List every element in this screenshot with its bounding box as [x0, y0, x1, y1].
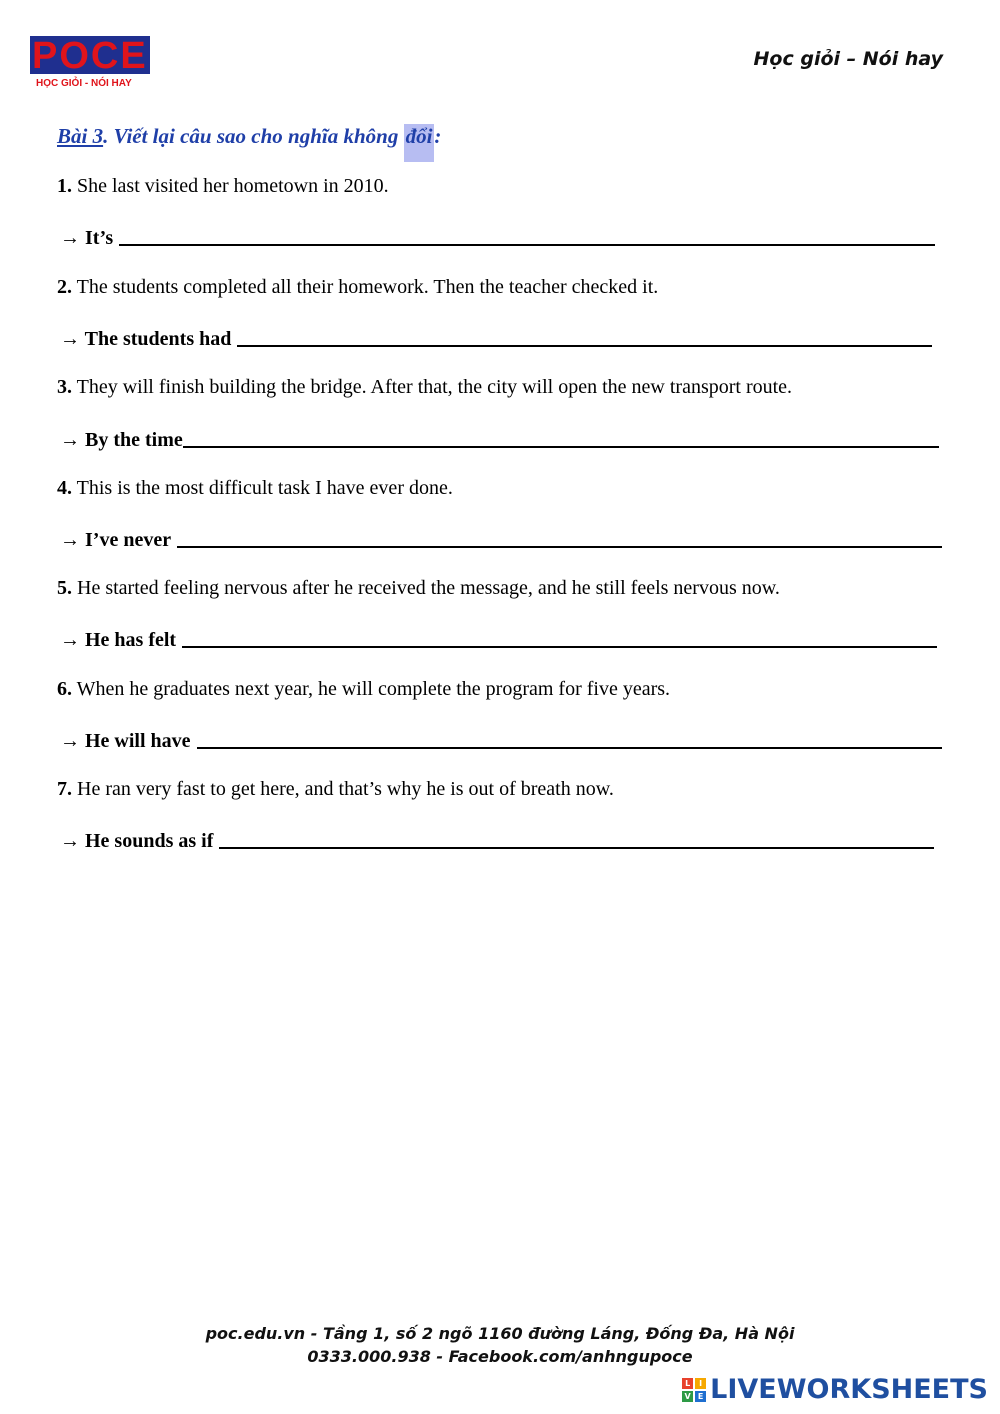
answer-prompt: → He sounds as if	[60, 830, 214, 852]
question-number: 3.	[57, 376, 72, 398]
answer-prompt: → I’ve never	[60, 529, 172, 551]
answer-prompt: → By the time	[60, 429, 183, 451]
question-number: 1.	[57, 175, 72, 197]
question-sentence: This is the most difficult task I have ever done.	[72, 477, 453, 499]
answer-line-7[interactable]	[60, 823, 934, 853]
question-number: 2.	[57, 276, 72, 298]
question-sentence: She last visited her hometown in 2010.	[72, 175, 389, 197]
question-number: 4.	[57, 477, 72, 499]
liveworksheets-watermark	[682, 1374, 988, 1405]
question-4	[57, 477, 453, 500]
footer	[0, 1322, 1000, 1368]
answer-prompt: → The students had	[60, 328, 232, 350]
answer-blank[interactable]	[197, 746, 942, 749]
answer-prompt: → It’s	[60, 227, 114, 249]
logo-cell: E	[695, 1391, 706, 1402]
liveworksheets-logo-icon	[682, 1378, 706, 1402]
question-sentence: He ran very fast to get here, and that’s why he is out of breath now.	[72, 778, 614, 800]
question-number: 6.	[57, 678, 72, 700]
answer-blank[interactable]	[182, 645, 937, 648]
answer-blank[interactable]	[219, 846, 934, 849]
question-2	[57, 276, 658, 299]
answer-prompt: → He will have	[60, 730, 191, 752]
question-6	[57, 678, 670, 701]
logo-cell: I	[695, 1378, 706, 1389]
question-number: 5.	[57, 577, 72, 599]
exercise-title-end: :	[434, 124, 442, 148]
question-number: 7.	[57, 778, 72, 800]
question-sentence: The students completed all their homework. Then the teacher checked it.	[72, 276, 659, 298]
answer-line-6[interactable]	[60, 723, 942, 753]
answer-blank[interactable]	[183, 445, 939, 448]
question-3	[57, 376, 792, 399]
answer-line-2[interactable]	[60, 321, 932, 351]
question-sentence: He started feeling nervous after he received the message, and he still feels nervous now.	[72, 577, 780, 599]
footer-address: poc.edu.vn - Tầng 1, số 2 ngõ 1160 đường Láng, Đống Đa, Hà Nội	[205, 1324, 795, 1343]
answer-prompt: → He has felt	[60, 629, 177, 651]
answer-blank[interactable]	[237, 344, 932, 347]
answer-blank[interactable]	[119, 243, 935, 246]
answer-line-5[interactable]	[60, 622, 937, 652]
logo-word: POCE	[32, 35, 148, 77]
footer-contact: 0333.000.938 - Facebook.com/anhngupoce	[307, 1347, 693, 1366]
header-slogan: Học giỏi – Nói hay	[753, 48, 943, 70]
answer-blank[interactable]	[177, 545, 942, 548]
answer-line-3[interactable]	[60, 422, 939, 452]
question-7	[57, 778, 614, 801]
question-5	[57, 577, 780, 600]
answer-line-4[interactable]	[60, 522, 942, 552]
answer-line-1[interactable]	[60, 220, 935, 250]
question-sentence: When he graduates next year, he will complete the program for five years.	[72, 678, 671, 700]
poce-logo	[30, 36, 160, 92]
logo-tagline: HỌC GIỎI - NÓI HAY	[36, 78, 132, 89]
exercise-title-lead: Bài 3	[57, 124, 104, 148]
question-1	[57, 175, 389, 198]
logo-cell: V	[682, 1391, 693, 1402]
exercise-title-highlight: đổi	[404, 124, 435, 162]
logo-cell: L	[682, 1378, 693, 1389]
exercise-title-main: . Viết lại câu sao cho nghĩa không	[103, 124, 404, 148]
liveworksheets-text: LIVEWORKSHEETS	[710, 1374, 988, 1405]
question-sentence: They will finish building the bridge. After that, the city will open the new transport route.	[72, 376, 793, 398]
exercise-title	[57, 124, 441, 149]
